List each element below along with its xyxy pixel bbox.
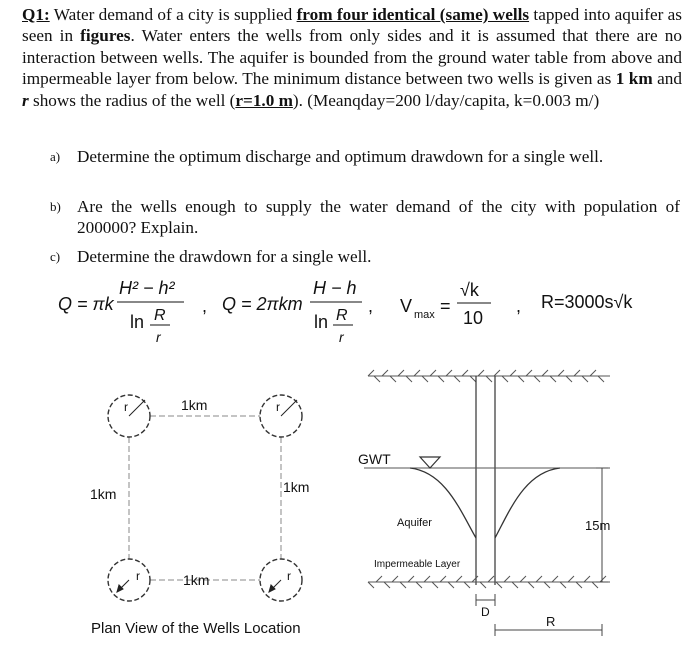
section-figure (350, 360, 700, 650)
formula4: R=3000s√k (541, 292, 633, 312)
formula2-numerator: H − h (313, 278, 357, 298)
radius-label: r (276, 400, 280, 414)
formula1-numerator: H² − h² (119, 278, 175, 298)
item-text: Determine the optimum discharge and optimum drawdown for a single well. (77, 147, 604, 166)
item-b (50, 196, 680, 239)
formula1-R: R (154, 307, 166, 324)
item-text: Determine the drawdown for a single well. (77, 247, 372, 266)
formula3-sub: max (414, 309, 435, 321)
distance-top-label: 1km (181, 397, 208, 413)
radius-label: r (287, 569, 291, 583)
gwt-label: GWT (358, 451, 391, 467)
problem-statement: Q1: Water demand of a city is supplied from four identical (same) wells tapped into aquifer as seen in figures. Water enters the wells from only sides and it is assumed that there are no interaction between wells. The aquifer is bounded from the ground water table from above and impermeable layer from below. The minimum distance between two wells is given as 1 km and r shows the radius of the well (r=1.0 m). (Meanqday=200 l/day/capita, k=0.003 m/) (22, 5, 682, 110)
distance-bottom-label: 1km (183, 572, 210, 588)
formula2-R: R (336, 307, 348, 324)
plan-dashed-links (129, 416, 281, 580)
separator: , (516, 296, 522, 316)
formula3-numerator: √k (460, 280, 479, 300)
item-text: Are the wells enough to supply the water demand of the city with population of 200000? Explain. (77, 197, 680, 238)
distance-right-label: 1km (283, 479, 310, 495)
ground-hatch-top (368, 370, 610, 382)
formula1-lhs: Q = πk (58, 294, 114, 314)
item-c (50, 246, 680, 267)
formula2-ln: ln (314, 312, 329, 332)
formula2-lhs: Q = 2πkm (222, 294, 303, 314)
item-marker: c) (50, 249, 61, 264)
r-label: R (546, 614, 556, 629)
question-number: Q1: (22, 5, 50, 24)
formula3-V: V (400, 296, 413, 316)
item-marker: b) (50, 199, 61, 214)
radius-label: r (124, 400, 128, 414)
radius-label: r (136, 569, 140, 583)
aquifer-label: Aquifer (397, 517, 432, 529)
plan-caption: Plan View of the Wells Location (91, 620, 301, 637)
d-label: D (481, 605, 490, 619)
formula2-r: r (339, 329, 344, 345)
water-table-triangle-icon (420, 457, 440, 468)
item-a (50, 146, 680, 167)
drawdown-cone (410, 468, 560, 538)
impermeable-label: Impermeable Layer (374, 559, 461, 570)
formula1-r: r (156, 329, 161, 345)
plan-view-figure (0, 375, 345, 665)
item-marker: a) (50, 149, 61, 164)
separator: , (368, 296, 374, 316)
formula1-ln: ln (130, 312, 145, 332)
formula3-denominator: 10 (463, 308, 484, 328)
formula-row (0, 268, 700, 360)
formula3-eq: = (440, 296, 451, 316)
distance-left-label: 1km (90, 486, 117, 502)
separator: , (202, 296, 208, 316)
depth-label: 15m (585, 518, 611, 533)
